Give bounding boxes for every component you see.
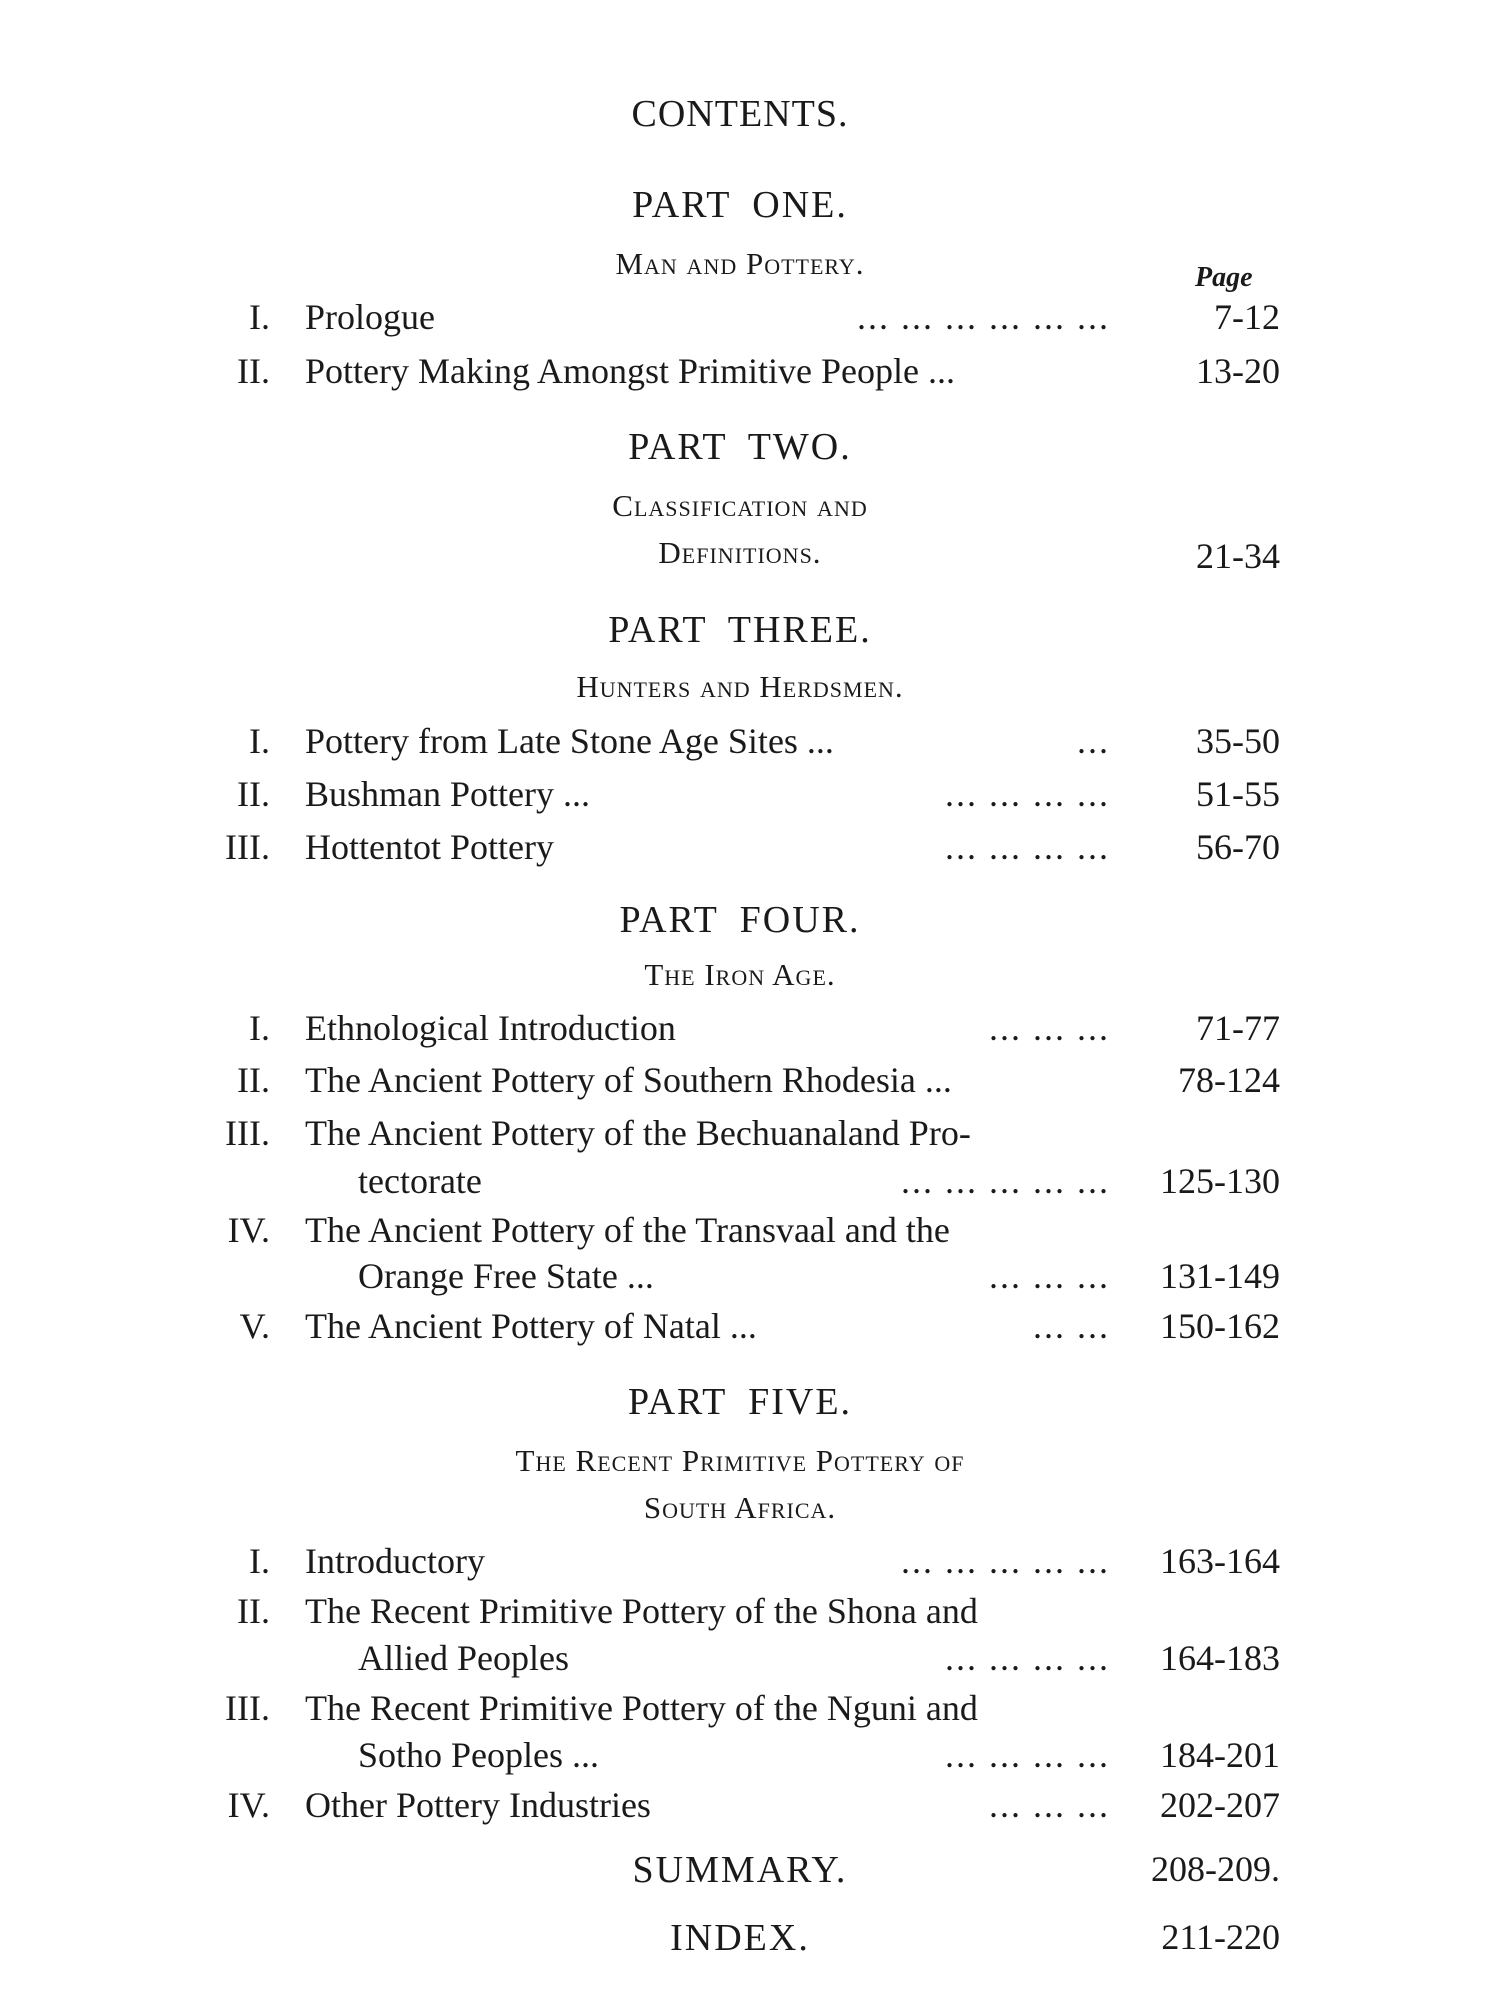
summary-heading: SUMMARY.	[632, 1849, 848, 1891]
entry-number: IV.	[227, 1785, 270, 1825]
entry-title: Allied Peoples	[358, 1638, 569, 1678]
entry-pages: 35-50	[1196, 721, 1280, 761]
toc-entry[interactable]	[0, 1540, 1500, 1590]
entry-pages: 202-207	[1160, 1785, 1280, 1825]
entry-pages: 184-201	[1160, 1735, 1280, 1775]
entry-leader: ... ... ... ... ...	[901, 1541, 1110, 1581]
toc-entry[interactable]	[0, 1112, 1500, 1162]
entry-title: Introductory	[305, 1541, 485, 1581]
entry-number: V.	[239, 1306, 270, 1346]
entry-number: II.	[237, 774, 270, 814]
entry-title: Pottery from Late Stone Age Sites ...	[305, 721, 834, 761]
entry-title: The Ancient Pottery of the Transvaal and the	[305, 1210, 950, 1250]
entry-title: The Recent Primitive Pottery of the Nguni and	[305, 1688, 978, 1728]
part-two-heading: PART TWO.	[628, 426, 852, 468]
toc-entry-continuation[interactable]	[0, 1734, 1500, 1784]
entry-leader: ... ... ... ... ...	[901, 1161, 1110, 1201]
toc-entry[interactable]	[0, 1059, 1500, 1109]
toc-entry[interactable]	[0, 1687, 1500, 1737]
toc-entry[interactable]	[0, 1007, 1500, 1057]
toc-entry[interactable]	[0, 826, 1500, 876]
entry-number: IV.	[227, 1210, 270, 1250]
part-two-subtitle-line1: Classification and	[612, 488, 868, 523]
part-five-subtitle-line2: South Africa.	[643, 1490, 837, 1525]
part-two-subtitle-line2: Definitions.	[658, 535, 822, 570]
toc-entry[interactable]	[0, 720, 1500, 770]
entry-pages: 164-183	[1160, 1638, 1280, 1678]
entry-leader: ... ... ...	[989, 1256, 1110, 1296]
entry-number: III.	[225, 827, 270, 867]
index-pages: 211-220	[1161, 1917, 1280, 1957]
entry-title: The Ancient Pottery of the Bechuanaland Pro-	[305, 1113, 971, 1153]
entry-pages: 125-130	[1160, 1161, 1280, 1201]
entry-leader: ... ...	[1033, 1306, 1110, 1346]
entry-title: Other Pottery Industries	[305, 1785, 651, 1825]
entry-title: Bushman Pottery ...	[305, 774, 590, 814]
entry-leader: ... ... ... ... ... ...	[857, 297, 1110, 337]
entry-number: I.	[249, 1008, 270, 1048]
entry-title: tectorate	[358, 1161, 482, 1201]
toc-entry[interactable]	[0, 773, 1500, 823]
entry-pages: 163-164	[1160, 1541, 1280, 1581]
toc-entry[interactable]	[0, 350, 1500, 400]
entry-leader: ... ... ... ...	[945, 1638, 1110, 1678]
entry-leader: ...	[1077, 721, 1110, 761]
toc-entry[interactable]	[0, 1590, 1500, 1640]
toc-entry-continuation[interactable]	[0, 1637, 1500, 1687]
entry-pages: 150-162	[1160, 1306, 1280, 1346]
entry-leader: ... ... ... ...	[945, 1735, 1110, 1775]
entry-pages: 13-20	[1196, 351, 1280, 391]
entry-number: II.	[237, 1060, 270, 1100]
entry-number: II.	[237, 351, 270, 391]
toc-entry[interactable]	[0, 1209, 1500, 1259]
entry-number: III.	[225, 1688, 270, 1728]
entry-number: III.	[225, 1113, 270, 1153]
part-five-heading: PART FIVE.	[627, 1381, 853, 1423]
entry-title: Pottery Making Amongst Primitive People ...	[305, 351, 955, 391]
entry-title: Ethnological Introduction	[305, 1008, 676, 1048]
part-five-subtitle-line1: The Recent Primitive Pottery of	[515, 1443, 965, 1478]
entry-pages: 78-124	[1178, 1060, 1280, 1100]
part-three-subtitle: Hunters and Herdsmen.	[576, 669, 904, 704]
toc-entry[interactable]	[0, 1784, 1500, 1834]
entry-leader: ... ... ...	[989, 1785, 1110, 1825]
entry-pages: 56-70	[1196, 827, 1280, 867]
entry-title: Orange Free State ...	[358, 1256, 654, 1296]
page-title: CONTENTS.	[631, 93, 849, 135]
entry-title: The Ancient Pottery of Southern Rhodesia ...	[305, 1060, 952, 1100]
index-heading: INDEX.	[670, 1917, 810, 1959]
entry-number: I.	[249, 297, 270, 337]
page-column-heading: Page	[1195, 262, 1253, 293]
toc-entry[interactable]	[0, 1305, 1500, 1355]
entry-leader: ... ... ... ...	[945, 774, 1110, 814]
entry-leader: ... ... ... ...	[945, 827, 1110, 867]
entry-pages: 71-77	[1196, 1008, 1280, 1048]
part-two-pages: 21-34	[1196, 536, 1280, 576]
entry-title: Hottentot Pottery	[305, 827, 554, 867]
entry-pages: 7-12	[1214, 297, 1280, 337]
part-four-heading: PART FOUR.	[619, 899, 861, 941]
summary-pages: 208-209.	[1151, 1849, 1280, 1889]
part-four-subtitle: The Iron Age.	[644, 957, 836, 992]
part-three-heading: PART THREE.	[608, 609, 872, 651]
entry-title: Prologue	[305, 297, 435, 337]
part-one-subtitle: Man and Pottery.	[615, 246, 865, 281]
toc-entry[interactable]	[0, 296, 1500, 346]
entry-leader: ... ... ...	[989, 1008, 1110, 1048]
entry-pages: 131-149	[1160, 1256, 1280, 1296]
entry-title: Sotho Peoples ...	[358, 1735, 600, 1775]
entry-number: I.	[249, 721, 270, 761]
entry-number: II.	[237, 1591, 270, 1631]
entry-number: I.	[249, 1541, 270, 1581]
part-one-heading: PART ONE.	[632, 184, 848, 226]
entry-pages: 51-55	[1196, 774, 1280, 814]
entry-title: The Recent Primitive Pottery of the Shona and	[305, 1591, 978, 1631]
entry-title: The Ancient Pottery of Natal ...	[305, 1306, 757, 1346]
toc-entry-continuation[interactable]	[0, 1255, 1500, 1305]
toc-entry-continuation[interactable]	[0, 1160, 1500, 1210]
